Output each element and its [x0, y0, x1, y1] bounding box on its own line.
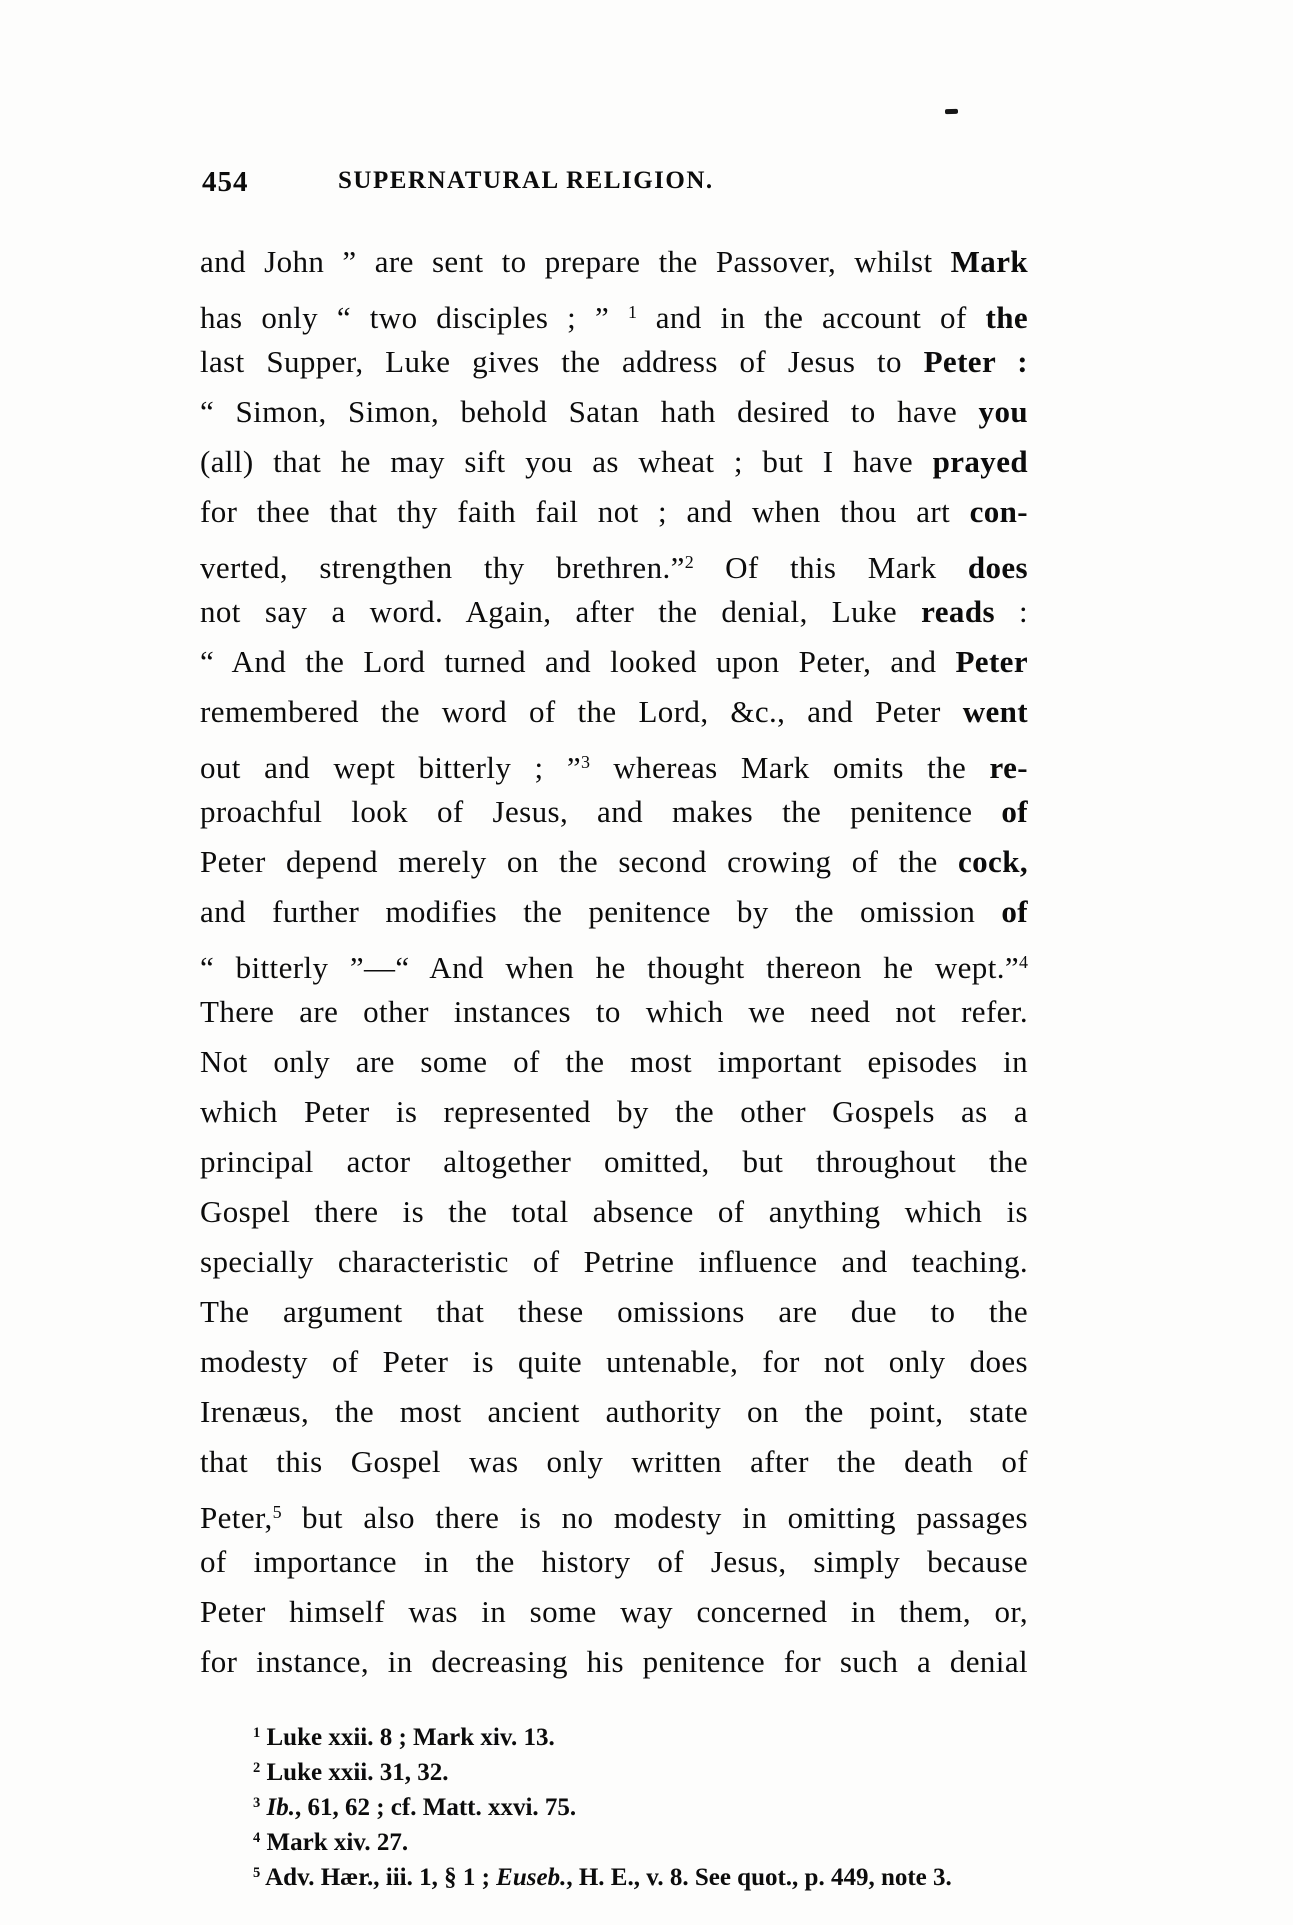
text-line: Gospel there is the total absence of anything which is [200, 1194, 1028, 1229]
footnote-line: $^4$ Mark xiv. 27. [253, 1828, 409, 1856]
body-text [200, 237, 1028, 1687]
text-line: “ bitterly ”—“ And when he thought thereon he wept.”$^4$ [200, 949, 1028, 985]
text-line: and John ” are sent to prepare the Passover, whilst Mark [200, 244, 1028, 279]
text-line: and further modifies the penitence by the omission of [200, 894, 1028, 929]
text-line: verted, strengthen thy brethren.”$^2$ Of this Mark does [200, 549, 1029, 585]
footnote-line: $^5$ Adv. Hær., iii. 1, § 1 ; Euseb., H. E., v. 8. See quot., p. 449, note 3. [253, 1863, 952, 1891]
text-line: Peter himself was in some way concerned in them, or, [200, 1594, 1028, 1629]
page-number: 454 [202, 166, 249, 198]
text-line: Peter depend merely on the second crowing of the cock, [200, 844, 1028, 879]
footnote-line: $^3$ Ib., 61, 62 ; cf. Matt. xxvi. 75. [253, 1793, 577, 1821]
text-line: The argument that these omissions are due to the [200, 1294, 1028, 1329]
text-line: for instance, in decreasing his penitence for such a denial [200, 1644, 1028, 1679]
text-line: principal actor altogether omitted, but throughout the [200, 1144, 1028, 1179]
text-line: out and wept bitterly ; ”$^3$ whereas Mark omits the re- [200, 749, 1028, 785]
text-line: “ And the Lord turned and looked upon Peter, and Peter [200, 644, 1028, 679]
text-line: Not only are some of the most important episodes in [200, 1044, 1028, 1079]
text-line: not say a word. Again, after the denial, Luke reads : [200, 594, 1028, 629]
text-line: remembered the word of the Lord, &c., and Peter went [200, 694, 1028, 729]
text-line: last Supper, Luke gives the address of Jesus to Peter : [200, 344, 1028, 379]
footnotes [253, 1716, 1113, 1891]
footnote-line: $^2$ Luke xxii. 31, 32. [253, 1758, 449, 1786]
text-line: has only “ two disciples ; ” $^1$ and in the account of the [200, 299, 1028, 335]
text-line: (all) that he may sift you as wheat ; but I have prayed [200, 444, 1028, 479]
text-line: There are other instances to which we need not refer. [200, 994, 1028, 1029]
text-line: that this Gospel was only written after the death of [200, 1444, 1028, 1479]
running-header-title: SUPERNATURAL RELIGION. [338, 167, 714, 194]
text-line: of importance in the history of Jesus, simply because [200, 1544, 1028, 1579]
text-line: specially characteristic of Petrine influence and teaching. [200, 1244, 1028, 1279]
text-line: “ Simon, Simon, behold Satan hath desired to have you [200, 394, 1028, 429]
text-line: proachful look of Jesus, and makes the penitence of [200, 794, 1028, 829]
text-line: which Peter is represented by the other Gospels as a [200, 1094, 1028, 1129]
text-line: for thee that thy faith fail not ; and when thou art con- [200, 494, 1028, 529]
ink-smudge-artifact [945, 109, 958, 114]
text-line: modesty of Peter is quite untenable, for not only does [200, 1344, 1028, 1379]
text-line: Peter,$^5$ but also there is no modesty in omitting passages [200, 1499, 1028, 1535]
footnote-line: $^1$ Luke xxii. 8 ; Mark xiv. 13. [253, 1723, 555, 1751]
text-line: Irenæus, the most ancient authority on the point, state [200, 1394, 1028, 1429]
